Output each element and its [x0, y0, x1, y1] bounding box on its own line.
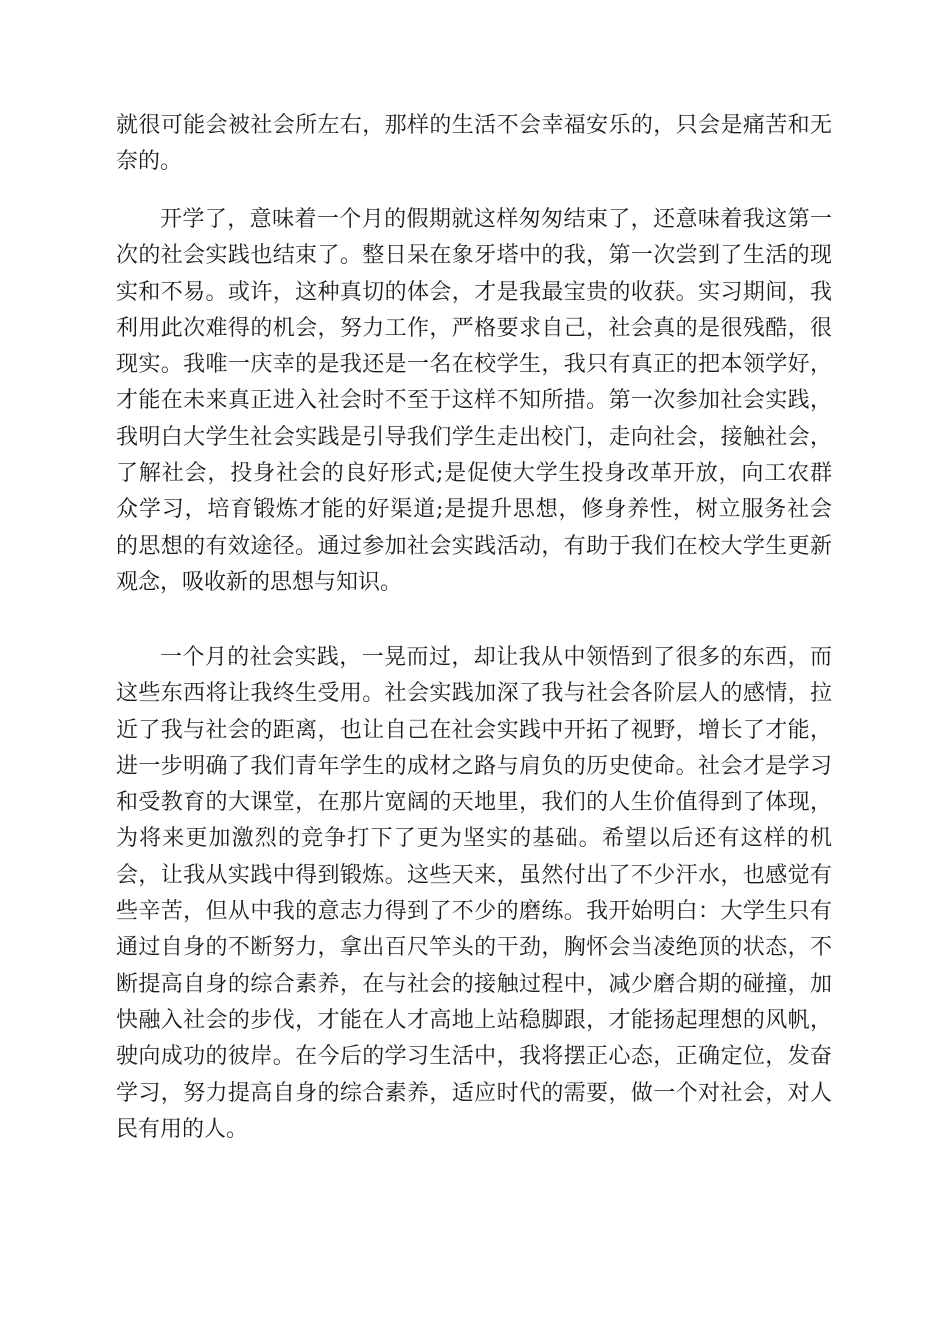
paragraph-line: 奈的。 — [116, 149, 183, 175]
paragraph-line: 利用此次难得的机会，努力工作，严格要求自己，社会真的是很残酷，很 — [116, 315, 832, 341]
paragraph-line: 一个月的社会实践，一晃而过，却让我从中领悟到了很多的东西，而 — [160, 645, 832, 670]
paragraph-line: 快融入社会的步伐，才能在人才高地上站稳脚跟，才能扬起理想的风帆， — [116, 1007, 832, 1033]
paragraph-line: 就很可能会被社会所左右，那样的生活不会幸福安乐的，只会是痛苦和无 — [116, 113, 832, 138]
paragraph-line: 和受教育的大课堂，在那片宽阔的天地里，我们的人生价值得到了体现， — [116, 790, 832, 816]
paragraph-line: 些辛苦，但从中我的意志力得到了不少的磨练。我开始明白：大学生只有 — [116, 899, 832, 925]
paragraph-1 — [116, 108, 832, 181]
paragraph-line: 民有用的人。 — [116, 1116, 249, 1142]
paragraph-line: 断提高自身的综合素养，在与社会的接触过程中，减少磨合期的碰撞，加 — [116, 971, 832, 997]
paragraph-line: 驶向成功的彼岸。在今后的学习生活中，我将摆正心态，正确定位，发奋 — [116, 1044, 832, 1070]
paragraph-line: 次的社会实践也结束了。整日呆在象牙塔中的我，第一次尝到了生活的现 — [116, 243, 832, 269]
paragraph-line: 了解社会，投身社会的良好形式;是促使大学生投身改革开放，向工农群 — [116, 461, 832, 487]
paragraph-line: 现实。我唯一庆幸的是我还是一名在校学生，我只有真正的把本领学好， — [116, 352, 832, 378]
paragraph-line: 学习，努力提高自身的综合素养，适应时代的需要，做一个对社会，对人 — [116, 1080, 832, 1106]
paragraph-line: 通过自身的不断努力，拿出百尺竿头的干劲，胸怀会当凌绝顶的状态，不 — [116, 935, 832, 961]
paragraph-line: 众学习，培育锻炼才能的好渠道;是提升思想，修身养性，树立服务社会 — [116, 497, 832, 523]
paragraph-line: 近了我与社会的距离，也让自己在社会实践中开拓了视野，增长了才能， — [116, 717, 832, 743]
paragraph-line: 这些东西将让我终生受用。社会实践加深了我与社会各阶层人的感情，拉 — [116, 681, 832, 707]
paragraph-line: 的思想的有效途径。通过参加社会实践活动，有助于我们在校大学生更新 — [116, 533, 832, 559]
paragraph-2 — [116, 202, 832, 601]
paragraph-line: 会，让我从实践中得到锻炼。这些天来，虽然付出了不少汗水，也感觉有 — [116, 862, 832, 888]
paragraph-line: 开学了，意味着一个月的假期就这样匆匆结束了，还意味着我这第一 — [160, 207, 832, 232]
paragraph-line: 为将来更加激烈的竞争打下了更为坚实的基础。希望以后还有这样的机 — [116, 826, 832, 852]
paragraph-line: 进一步明确了我们青年学生的成材之路与肩负的历史使命。社会才是学习 — [116, 753, 832, 779]
paragraph-line: 观念，吸收新的思想与知识。 — [116, 569, 403, 595]
paragraph-3 — [116, 640, 832, 1148]
paragraph-line: 我明白大学生社会实践是引导我们学生走出校门，走向社会，接触社会， — [116, 424, 832, 450]
paragraph-line: 实和不易。或许，这种真切的体会，才是我最宝贵的收获。实习期间，我 — [116, 279, 832, 305]
paragraph-line: 才能在未来真正进入社会时不至于这样不知所措。第一次参加社会实践， — [116, 388, 832, 414]
